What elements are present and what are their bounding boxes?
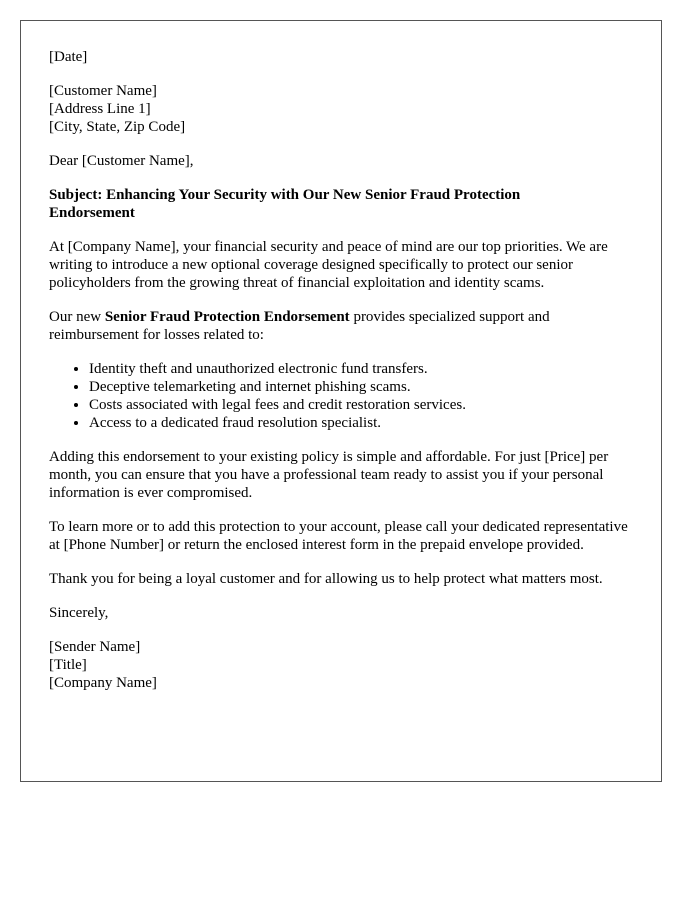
sender-name: [Sender Name] — [49, 639, 141, 655]
coverage-list — [49, 360, 633, 432]
sender-title: [Title] — [49, 657, 87, 673]
contact-paragraph: To learn more or to add this protection to your account, please call your dedicated representative at [Phone Number] or return the enclosed interest form in the prepaid envelope provided. — [49, 519, 628, 553]
subject-line-1: Subject: Enhancing Your Security with Our New Senior Fraud Protection — [49, 187, 521, 203]
coverage-text-before: Our new — [49, 309, 105, 325]
intro-paragraph: At [Company Name], your financial security and peace of mind are our top priorities. We are writing to introduce a new optional coverage designed specifically to protect our senior policyholders from the growing threat of financial exploitation and identity scams. — [49, 239, 608, 291]
recipient-address: [Address Line 1] — [49, 101, 151, 117]
coverage-text-after: provides specialized support and reimbursement for losses related to: — [49, 309, 550, 343]
recipient-block — [49, 82, 633, 136]
date: [Date] — [49, 49, 88, 65]
letter — [20, 20, 662, 782]
signature-block — [49, 638, 633, 692]
recipient-city: [City, State, Zip Code] — [49, 119, 186, 135]
coverage-paragraph — [49, 308, 633, 344]
list-item: • Access to a dedicated fraud resolution specialist. — [89, 414, 633, 432]
recipient-name: [Customer Name] — [49, 83, 157, 99]
sender-company: [Company Name] — [49, 675, 157, 691]
list-item: • Deceptive telemarketing and internet phishing scams. — [89, 378, 633, 396]
list-item: • Identity theft and unauthorized electronic fund transfers. — [89, 360, 633, 378]
salutation: Dear [Customer Name], — [49, 153, 194, 169]
subject-line-2: Endorsement — [49, 205, 135, 221]
list-item: • Costs associated with legal fees and credit restoration services. — [89, 396, 633, 414]
closing: Sincerely, — [49, 605, 109, 621]
pricing-paragraph: Adding this endorsement to your existing policy is simple and affordable. For just [Price] per month, you can ensure that you have a professional team ready to assist you if your personal information is ever compromised. — [49, 449, 609, 501]
subject — [49, 186, 633, 222]
endorsement-name: Senior Fraud Protection Endorsement — [104, 309, 350, 325]
thanks-paragraph: Thank you for being a loyal customer and for allowing us to help protect what matters most. — [49, 571, 603, 587]
